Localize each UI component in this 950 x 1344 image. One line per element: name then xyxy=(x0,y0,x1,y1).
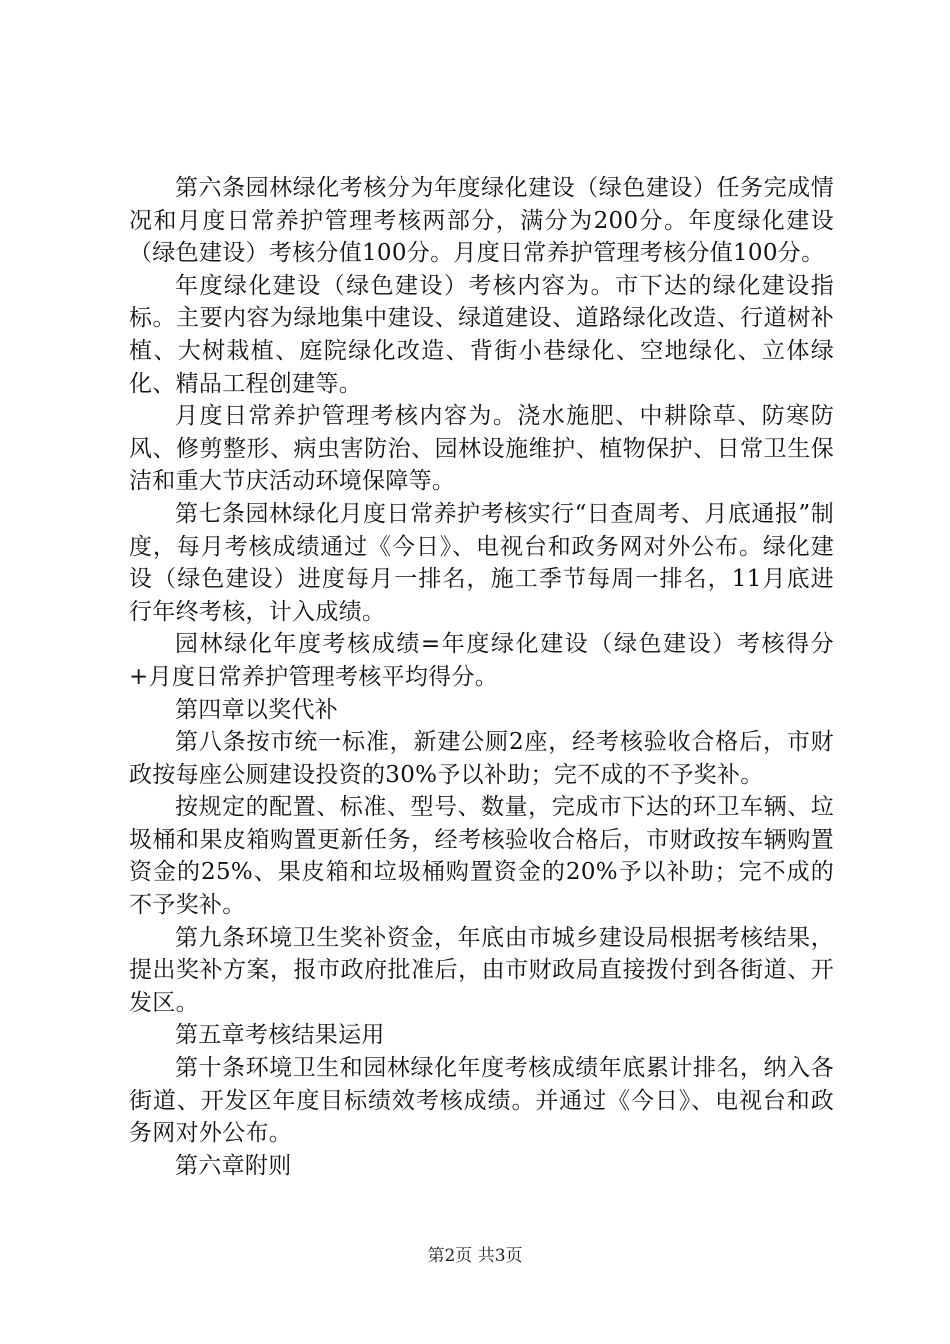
document-body xyxy=(129,172,834,1182)
paragraph-article-8: 第八条按市统一标准，新建公厕2座，经考核验收合格后，市财政按每座公厕建设投资的30%予以补助；完不成的不予奖补。 xyxy=(129,729,834,788)
paragraph-annual-greening-content: 年度绿化建设（绿色建设）考核内容为。市下达的绿化建设指标。主要内容为绿地集中建设、绿道建设、道路绿化改造、行道树补植、大树栽植、庭院绿化改造、背街小巷绿化、空地绿化、立体绿化、精品工程创建等。 xyxy=(129,272,834,397)
paragraph-monthly-maintenance-content: 月度日常养护管理考核内容为。浇水施肥、中耕除草、防寒防风、修剪整形、病虫害防治、园林设施维护、植物保护、日常卫生保洁和重大节庆活动环境保障等。 xyxy=(129,403,834,495)
paragraph-article-9: 第九条环境卫生奖补资金，年底由市城乡建设局根据考核结果，提出奖补方案，报市政府批准后，由市财政局直接拨付到各街道、开发区。 xyxy=(129,924,834,1016)
chapter-heading-6: 第六章附则 xyxy=(175,1152,292,1179)
paragraph-article-10: 第十条环境卫生和园林绿化年度考核成绩年底累计排名，纳入各街道、开发区年度目标绩效考核成绩。并通过《今日》、电视台和政务网对外公布。 xyxy=(129,1055,834,1147)
paragraph-article-6: 第六条园林绿化考核分为年度绿化建设（绿色建设）任务完成情况和月度日常养护管理考核两部分，满分为200分。年度绿化建设（绿色建设）考核分值100分。月度日常养护管理考核分值100分。 xyxy=(129,175,834,267)
chapter-heading-4: 第四章以奖代补 xyxy=(175,696,339,723)
chapter-heading-5: 第五章考核结果运用 xyxy=(175,1022,385,1049)
page-number-footer: 第2页 共3页 xyxy=(427,1246,523,1266)
paragraph-article-7: 第七条园林绿化月度日常养护考核实行“日查周考、月底通报”制度，每月考核成绩通过《今日》、电视台和政务网对外公布。绿化建设（绿色建设）进度每月一排名，施工季节每周一排名，11月底进行年终考核，计入成绩。 xyxy=(129,500,834,625)
paragraph-sanitation-equipment-subsidy: 按规定的配置、标准、型号、数量，完成市下达的环卫车辆、垃圾桶和果皮箱购置更新任务，经考核验收合格后，市财政按车辆购置资金的25%、果皮箱和垃圾桶购置资金的20%予以补助；完不成的不予奖补。 xyxy=(129,794,834,919)
paragraph-annual-score-formula: 园林绿化年度考核成绩=年度绿化建设（绿色建设）考核得分+月度日常养护管理考核平均得分。 xyxy=(129,631,834,690)
